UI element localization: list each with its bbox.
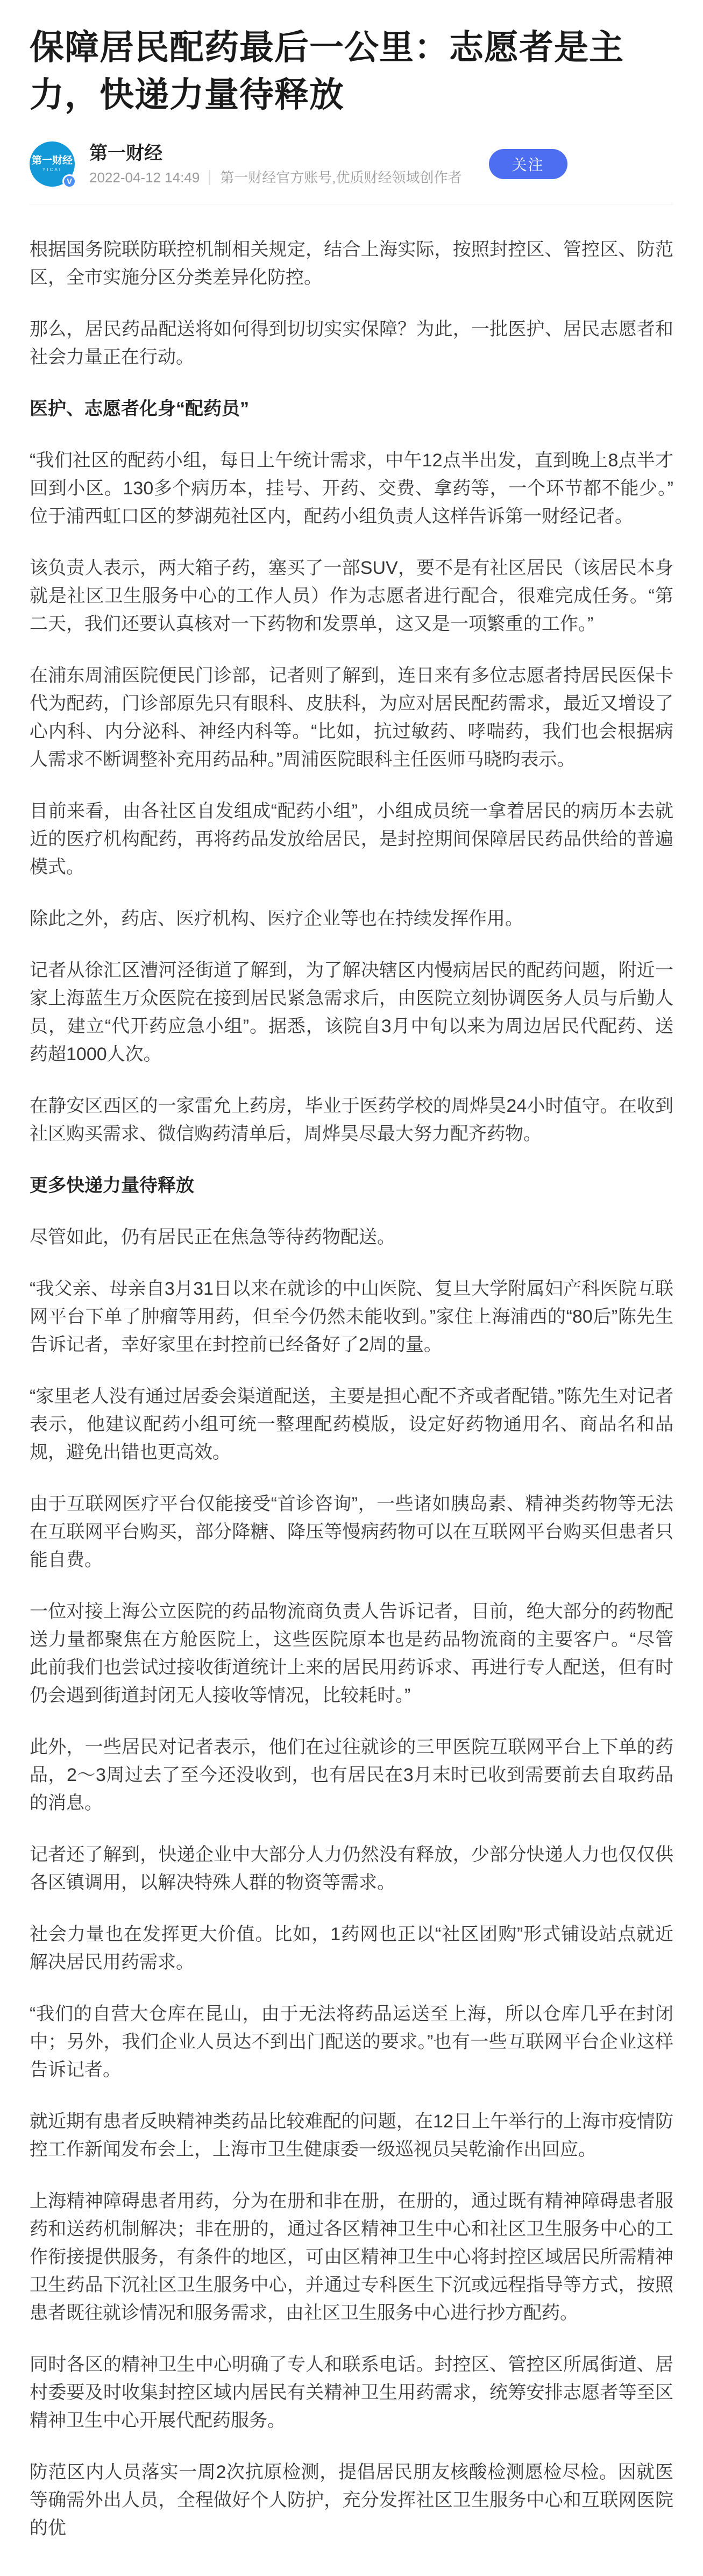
paragraph: “家里老人没有通过居委会渠道配送，主要是担心配不齐或者配错。”陈先生对记者表示，他建议配药小组可统一整理配药模版，设定好药物通用名、商品名和品规，避免出错也更高效。: [30, 1386, 673, 1463]
avatar[interactable]: [30, 141, 75, 187]
publish-date: 2022-04-12 14:49: [89, 169, 200, 186]
meta-divider: [209, 170, 210, 185]
paragraph: “我父亲、母亲自3月31日以来在就诊的中山医院、复旦大学附属妇产科医院互联网平台下单了肿瘤等用药，但至今仍然未能收到。”家住上海浦西的“80后”陈先生告诉记者，幸好家里在封控前已经备好了2周的量。: [30, 1279, 673, 1355]
article-page: [0, 24, 703, 2542]
paragraph: 一位对接上海公立医院的药品物流商负责人告诉记者，目前，绝大部分的药物配送力量都聚焦在方舱医院上，这些医院原本也是药品物流商的主要客户。“尽管此前我们也尝试过接收街道统计上来的居民用药诉求、再进行专人配送，但有时仍会遇到街道封闭无人接收等情况，比较耗时。”: [30, 1601, 673, 1706]
author-info: [89, 143, 462, 186]
paragraph: 同时各区的精神卫生中心明确了专人和联系电话。封控区、管控区所属街道、居村委要及时收集封控区域内居民有关精神卫生用药需求，统筹安排志愿者等至区精神卫生中心开展代配药服务。: [30, 2354, 673, 2431]
article-body: [30, 204, 673, 2542]
author-row: [30, 141, 673, 187]
avatar-logo-text: 第一财经: [31, 155, 73, 166]
follow-button[interactable]: 关注: [489, 149, 567, 179]
paragraph: “我们的自营大仓库在昆山，由于无法将药品运送至上海，所以仓库几乎在封闭中；另外，我们企业人员达不到出门配送的要求。”也有一些互联网平台企业这样告诉记者。: [30, 2004, 673, 2080]
paragraph: “我们社区的配药小组，每日上午统计需求，中午12点半出发，直到晚上8点半才回到小区。130多个病历本，挂号、开药、交费、拿药等，一个环节都不能少。”位于浦西虹口区的梦湖苑社区内，配药小组负责人这样告诉第一财经记者。: [30, 450, 673, 527]
paragraph: 由于互联网医疗平台仅能接受“首诊咨询”，一些诸如胰岛素、精神类药物等无法在互联网平台购买，部分降糖、降压等慢病药物可以在互联网平台购买但患者只能自费。: [30, 1494, 673, 1570]
paragraph: 该负责人表示，两大箱子药，塞买了一部SUV，要不是有社区居民（该居民本身就是社区卫生服务中心的工作人员）作为志愿者进行配合，很难完成任务。“第二天，我们还要认真核对一下药物和发票单，这又是一项繁重的工作。”: [30, 558, 673, 634]
paragraph: 上海精神障碍患者用药，分为在册和非在册，在册的，通过既有精神障碍患者服药和送药机制解决；非在册的，通过各区精神卫生中心和社区卫生服务中心的工作衔接提供服务，有条件的地区，可由区精神卫生中心将封控区域居民所需精神卫生药品下沉社区卫生服务中心，并通过专科医生下沉或远程指导等方式，按照患者既往就诊情况和服务需求，由社区卫生服务中心进行抄方配药。: [30, 2191, 673, 2323]
author-meta-row: [89, 169, 462, 186]
section-heading: 更多快递力量待释放: [30, 1175, 194, 1196]
paragraph: 防范区内人员落实一周2次抗原检测，提倡居民朋友核酸检测愿检尽检。因就医等确需外出人员，全程做好个人防护，充分发挥社区卫生服务中心和互联网医院的优: [30, 2462, 673, 2538]
paragraph: 记者从徐汇区漕河泾街道了解到，为了解决辖区内慢病居民的配药问题，附近一家上海蓝生万众医院在接到居民紧急需求后，由医院立刻协调医务人员与后勤人员，建立“代开药应急小组”。据悉，该院自3月中旬以来为周边居民代配药、送药超1000人次。: [30, 960, 673, 1065]
author-description: 第一财经官方账号,优质财经领域创作者: [220, 169, 462, 186]
paragraph: 在浦东周浦医院便民门诊部，记者则了解到，连日来有多位志愿者持居民医保卡代为配药，门诊部原先只有眼科、皮肤科，为应对居民配药需求，最近又增设了心内科、内分泌科、神经内科等。“比如，抗过敏药、哮喘药，我们也会根据病人需求不断调整补充用药品种。”周浦医院眼科主任医师马晓昀表示。: [30, 665, 673, 770]
verified-badge-icon: V: [62, 174, 76, 188]
paragraph: 记者还了解到，快递企业中大部分人力仍然没有释放，少部分快递人力也仅仅供各区镇调用，以解决特殊人群的物资等需求。: [30, 1844, 673, 1893]
paragraph: 目前来看，由各社区自发组成“配药小组”，小组成员统一拿着居民的病历本去就近的医疗机构配药，再将药品发放给居民，是封控期间保障居民药品供给的普遍模式。: [30, 801, 673, 877]
paragraph: 那么，居民药品配送将如何得到切切实实保障？为此，一批医护、居民志愿者和社会力量正在行动。: [30, 319, 673, 367]
paragraph: 就近期有患者反映精神类药品比较难配的问题，在12日上午举行的上海市疫情防控工作新闻发布会上，上海市卫生健康委一级巡视员吴乾渝作出回应。: [30, 2111, 673, 2160]
paragraph: 在静安区西区的一家雷允上药房，毕业于医药学校的周烨昊24小时值守。在收到社区购买需求、微信购药清单后，周烨昊尽最大努力配齐药物。: [30, 1096, 673, 1144]
paragraph: 除此之外，药店、医疗机构、医疗企业等也在持续发挥作用。: [30, 909, 523, 929]
paragraph: 尽管如此，仍有居民正在焦急等待药物配送。: [30, 1227, 395, 1247]
author-name[interactable]: 第一财经: [89, 143, 162, 164]
paragraph: 社会力量也在发挥更大价值。比如，1药网也正以“社区团购”形式铺设站点就近解决居民用药需求。: [30, 1924, 673, 1972]
avatar-logo-subtext: YICAI: [42, 167, 62, 172]
paragraph: 根据国务院联防联控机制相关规定，结合上海实际，按照封控区、管控区、防范区，全市实施分区分类差异化防控。: [30, 239, 673, 288]
article-title: 保障居民配药最后一公里：志愿者是主力，快递力量待释放: [30, 28, 624, 114]
paragraph: 此外，一些居民对记者表示，他们在过往就诊的三甲医院互联网平台上下单的药品，2～3周过去了至今还没收到，也有居民在3月末时已收到需要前去自取药品的消息。: [30, 1737, 673, 1813]
section-heading: 医护、志愿者化身“配药员”: [30, 399, 249, 419]
